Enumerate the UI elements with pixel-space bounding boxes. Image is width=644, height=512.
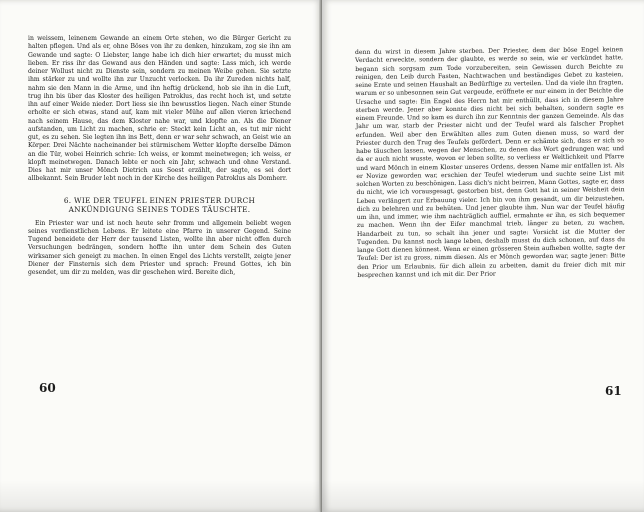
- left-page-text: [28, 35, 291, 277]
- page-shadow: [0, 480, 322, 512]
- page-shadow: [322, 480, 644, 512]
- right-page: [322, 0, 644, 512]
- left-page-paragraph-top: in weissem, leinenem Gewande an einem Orte stehen, wo die Bürger Gericht zu halten pflegen. Und als er, ohne Böses von ihr zu denken, hinzukam, zog sie ihn am Gewande und sagte: O Liebster, lange habe ich dich hier erwartet; du musst mich lieben. Er riss ihr das Gewand aus den Händen und sagte: Lass mich, ich werde deiner Wollust nicht zu Dienste sein, sondern zu meinen Weibe gehen. Sie setzte ihm stärker zu und wollte ihn zur Unzucht verlocken. Da ihr Zureden nichts half, nahm sie den Mann in die Arme, und ihn heftig drückend, hob sie ihn in die Luft, trug ihn bis über das Kloster des heiligen Patroklus, das recht hoch ist, und setzte ihn auf einer Weide nieder. Dort liess sie ihn bewusstlos liegen. Nach einer Stunde erholte er sich etwas, stand auf, kam mit vieler Mühe auf allen vieren kriechend nach seinem Hause, das dem Kloster nahe war, und klopfte an. Als die Diener aufstanden, um Licht zu machen, schrie er: Steckt kein Licht an, es tut mir nicht gut, es zu sehen. Sie legten ihn ins Bett, denn er war sehr schwach, an Geist wie an Körper. Drei Nächte nacheinander bei stürmischem Wetter klopfte derselbe Dämon an die Tür, wobei Heinrich schrie: Ich weiss, er kommt meinetwegen; ich weiss, er klopft meinetwegen. Danach lebte er noch ein Jahr, schwach und ohne Verstand. Dies hat mir unser Mönch Dietrich aus Soest erzählt, der sagte, es sei dort allbekannt. Sein Bruder lebt noch in der Kirche des heiligen Patroklus als Domherr.: [28, 35, 291, 183]
- right-page-paragraph: denn du wirst in diesem Jahre sterben. Der Priester, dem der böse Engel keinen Verdacht erweckte, sondern der glaubte, es werde so sein, wie er verkündet hatte, begann sich sorgsam zum Tode vorzubereiten, sein Gewissen durch Beichte zu reinigen, den Leib durch Fasten, Nachtwachen und beständiges Gebet zu kasteien, seine Ernte und seinen Haushalt an Bedürftige zu verteilen. Und da viele ihn fragten, warum er so unbesonnen sein Gut vergeude, eröffnete er nur einem in der Beichte die Ursache und sagte: Ein Engel des Herrn hat mir enthüllt, dass ich in diesem Jahre sterben werde. Jener aber konnte dies nicht bei sich behalten, sondern sagte es einem Freunde. Und so kam es durch ihn zur Kenntnis der ganzen Gemeinde. Als das Jahr um war, starb der Priester nicht und der Teufel ward als falscher Prophet erfunden. Weil aber den Erwählten alles zum Guten dienen muss, so ward der Priester durch den Trug des Teufels gefördert. Denn er schämte sich, dass er sich so habe täuschen lassen, wegen der Menschen, zu denen das Wort gedrungen war, und da er auch nicht wusste, wovon er leben sollte, so verliess er Weltlichkeit und Pfarre und ward Mönch in einem Kloster unseres Ordens, dessen Name mir entfallen ist. Als er Novize geworden war, erschien der Teufel wiederum und suchte seine List mit solchen Worten zu beschönigen. Lass dich's nicht beirren, Mann Gottes, sagte er, dass du nicht, wie ich vorausgesagt, gestorben bist, denn Gott hat in seiner Weisheit dein Leben verlängert zur Erbauung vieler. Ich bin von ihm gesandt, um dir beizustehen, dich zu belehren und zu behüten. Und jener glaubte ihm. Nun war der Teufel häufig um ihn, und immer, wie ihm nachträglich auffiel, ermahnte er ihn, es sich bequemer zu machen. Wenn ihn der Eifer manchmal trieb, länger zu beten, zu wachen, Handarbeit zu tun, so schalt ihn jener und sagte: Vorsicht ist die Mutter der Tugenden. Du kannst noch lange leben, deshalb musst du dich schonen, auf dass du lange Gott dienen könnest. Wenn er einen grösseren Stein aufheben wollte, sagte der Teufel: Der ist zu gross, nimm diesen. Als er Mönch geworden war, sagte jener: Bitte den Prior um Erlaubnis, für dich allein zu arbeiten, damit du freier dich mit mir besprechen kannst und ich mit dir. Der Prior: [355, 46, 626, 279]
- left-page-paragraph-bottom: Ein Priester war und ist noch heute sehr fromm und allgemein beliebt wegen seines verdienstlichen Lebens. Er leitete eine Pfarre in unserer Gegend. Seine Tugend beneidete der Herr der tausend Listen, wollte ihn aber nicht offen durch Versuchungen bedrängen, sondern hoffte ihn unter dem Schein des Guten wirksamer sich geneigt zu machen. In einen Engel des Lichts verstellt, zeigte jener Diener der Finsternis sich dem Priester und sprach: Freund Gottes, ich bin gesendet, um dir zu melden, was dir geschehen wird. Bereite dich,: [28, 219, 291, 277]
- chapter-heading: 6. WIE DER TEUFEL EINEN PRIESTER DURCH ANKÜNDIGUNG SEINES TODES TÄUSCHTE.: [63, 195, 256, 215]
- page-number-right: 61: [605, 384, 622, 398]
- right-page-text: [355, 46, 625, 280]
- page-number-left: 60: [39, 381, 56, 395]
